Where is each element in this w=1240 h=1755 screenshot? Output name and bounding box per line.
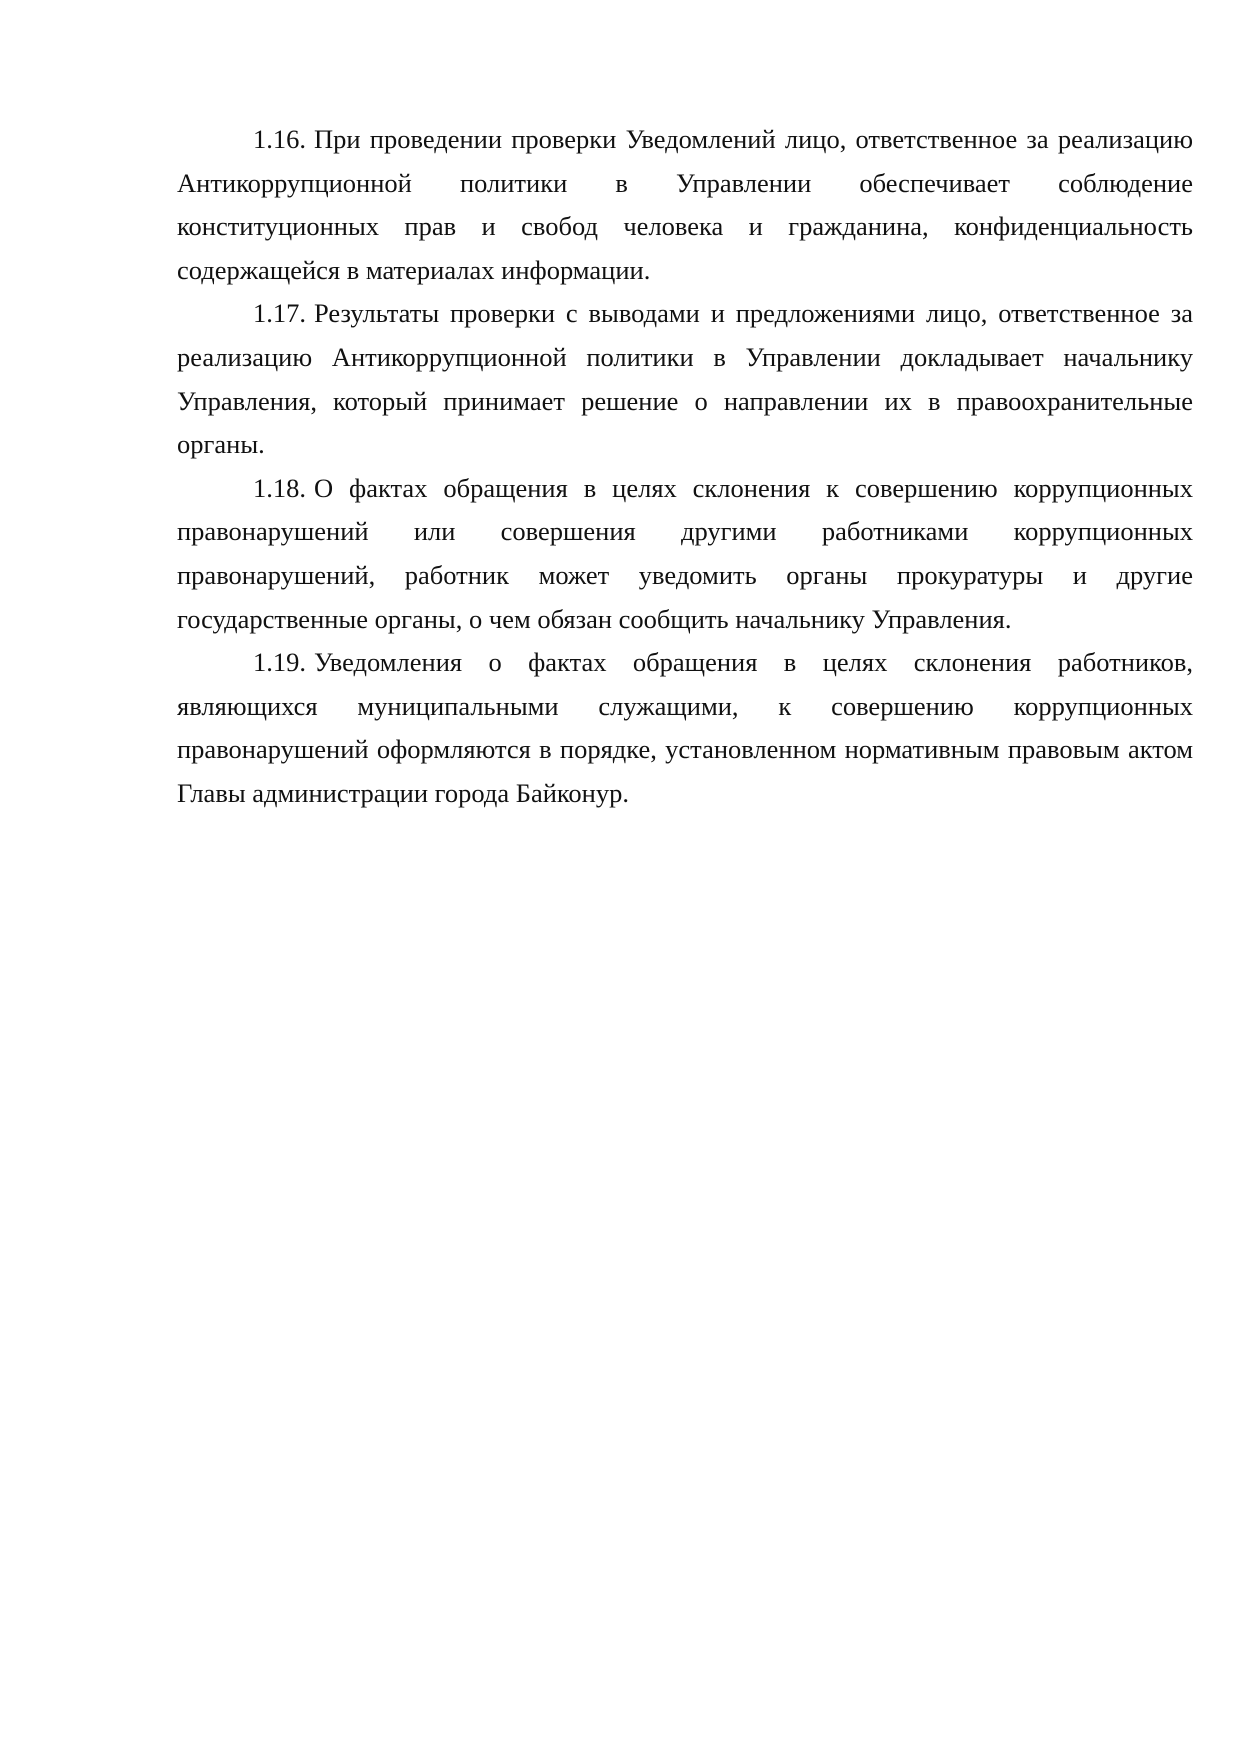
paragraph-number: 1.16. <box>253 124 306 154</box>
paragraph-number: 1.17. <box>253 298 306 329</box>
paragraph-text: Результаты проверки с выводами и предложениями лицо, ответственное за реализацию Антикоррупционной политики в Управлении докладывает начальнику Управления, который принимает решение о направлении их в правоохранительные органы. <box>177 298 1193 460</box>
paragraph-number: 1.19. <box>253 647 306 678</box>
paragraph-text: При проведении проверки Уведомлений лицо, ответственное за реализацию Антикоррупционной политики в Управлении обеспечивает соблюдение конституционных прав и свобод человека и гражданина, конфиденциальность содержащейся в материалах информации. <box>177 124 1193 285</box>
paragraph-1-18 <box>177 467 1193 641</box>
paragraph-number: 1.18. <box>253 472 306 503</box>
document-body <box>177 118 1193 816</box>
paragraph-1-17 <box>177 292 1193 466</box>
paragraph-1-16 <box>177 118 1193 292</box>
paragraph-text: О фактах обращения в целях склонения к совершению коррупционных правонарушений или совершения другими работниками коррупционных правонарушений, работник может уведомить органы прокуратуры и другие государственные органы, о чем обязан сообщить начальнику Управления. <box>177 472 1193 634</box>
paragraph-1-19 <box>177 641 1193 815</box>
paragraph-text: Уведомления о фактах обращения в целях склонения работников, являющихся муниципальными служащими, к совершению коррупционных правонарушений оформляются в порядке, установленном нормативным правовым актом Главы администрации города Байконур. <box>177 647 1193 808</box>
